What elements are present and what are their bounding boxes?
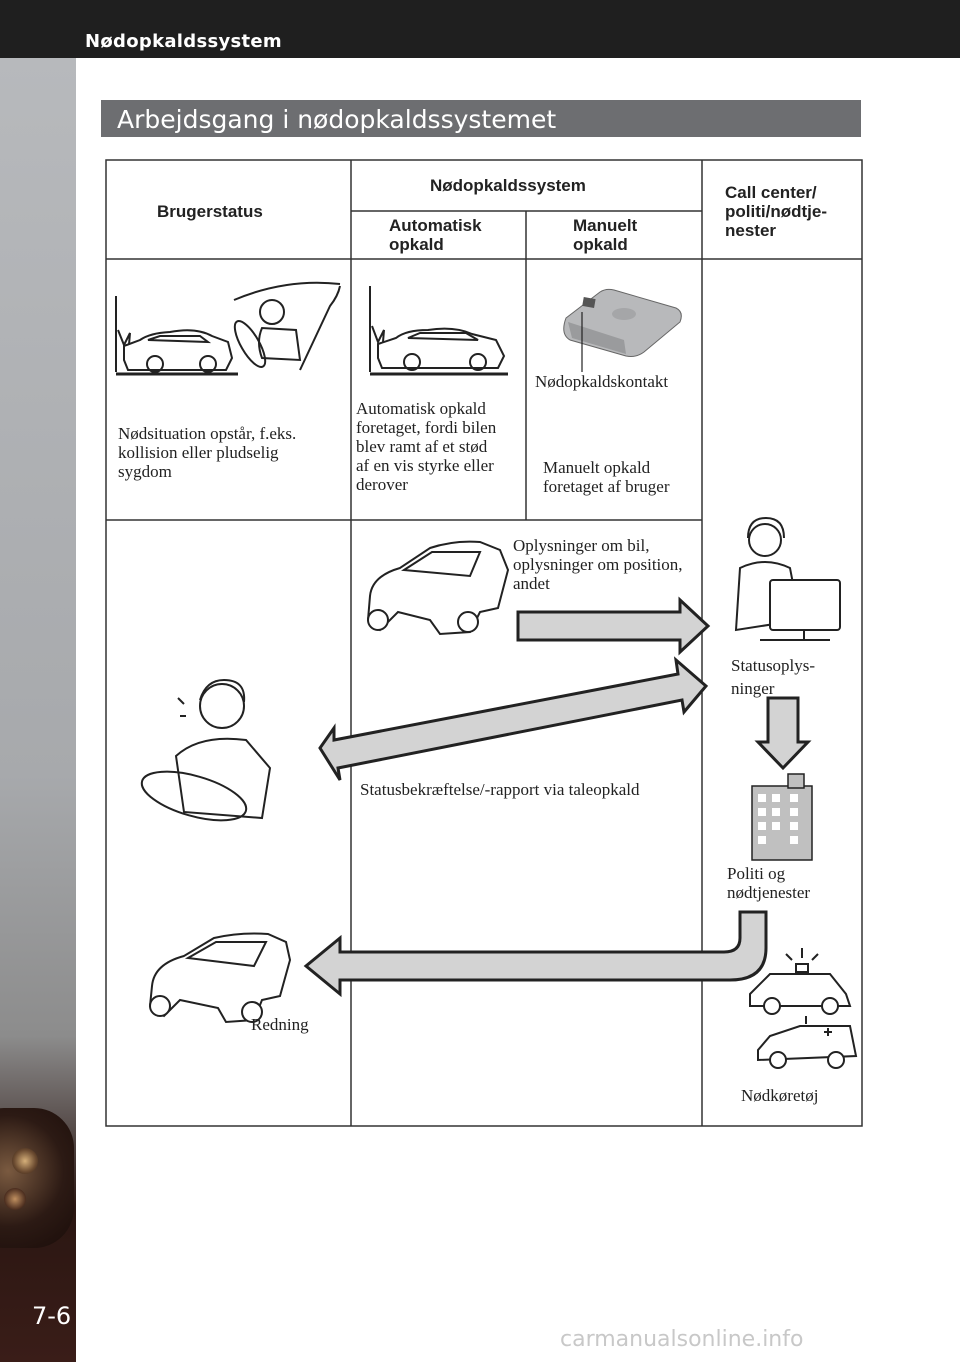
manual-call-line2: foretaget af bruger bbox=[543, 477, 670, 496]
voice-call-double-arrow-icon bbox=[320, 660, 706, 780]
col-manual-call-header bbox=[573, 216, 637, 254]
status-info-line1: Statusoplys- bbox=[731, 656, 816, 675]
police-building-icon bbox=[752, 774, 812, 860]
col-manual-call-line1: Manuelt bbox=[573, 216, 638, 235]
emergency-vehicles-text: Nødkøretøj bbox=[741, 1086, 819, 1105]
section-title: Arbejdsgang i nødopkaldssystemet bbox=[117, 105, 557, 134]
vehicle-info-line2: oplysninger om position, bbox=[513, 555, 683, 574]
col-call-center-line1: Call center/ bbox=[725, 183, 817, 202]
auto-call-line1: Automatisk opkald bbox=[356, 399, 486, 418]
vehicle-info-line1: Oplysninger om bil, bbox=[513, 536, 650, 555]
vehicle-info-text bbox=[513, 536, 683, 593]
rescue-return-arrow-icon bbox=[306, 912, 766, 994]
crash-car-icon bbox=[116, 296, 238, 374]
vehicle-info-car-icon bbox=[368, 542, 508, 634]
auto-call-line2: foretaget, fordi bilen bbox=[356, 418, 497, 437]
col-manual-call-line2: opkald bbox=[573, 235, 628, 254]
chapter-title: Nødopkaldssystem bbox=[85, 31, 282, 52]
auto-call-line5: derover bbox=[356, 475, 408, 494]
col-system-header: Nødopkaldssystem bbox=[430, 176, 586, 195]
col-user-status-header: Brugerstatus bbox=[157, 202, 263, 221]
emergency-button-panel-icon bbox=[564, 289, 682, 372]
info-arrow-icon bbox=[518, 600, 708, 652]
voice-call-text: Statusbekræftelse/-rapport via taleopkald bbox=[360, 780, 640, 799]
rescue-text: Redning bbox=[251, 1015, 309, 1034]
worried-driver-icon bbox=[137, 680, 270, 830]
emergency-button-label: Nødopkaldskontakt bbox=[535, 372, 669, 391]
page-number: 7-6 bbox=[32, 1302, 72, 1330]
auto-call-line3: blev ramt af et stød bbox=[356, 437, 488, 456]
col-auto-call-header bbox=[389, 216, 482, 254]
police-services-text bbox=[727, 864, 810, 902]
police-services-line1: Politi og bbox=[727, 864, 786, 883]
auto-call-text bbox=[356, 399, 496, 494]
ambulance-icon bbox=[758, 1016, 856, 1068]
status-info-text bbox=[731, 654, 815, 700]
rescue-car-icon bbox=[150, 934, 290, 1023]
emergency-occurs-line2: kollision eller pludselig bbox=[118, 443, 279, 462]
driver-injured-icon bbox=[229, 283, 340, 371]
emergency-occurs-line3: sygdom bbox=[118, 462, 172, 481]
call-center-operator-icon bbox=[736, 518, 840, 640]
emergency-occurs-line1: Nødsituation opstår, f.eks. bbox=[118, 424, 297, 443]
emergency-occurs-text bbox=[118, 424, 296, 481]
manual-call-line1: Manuelt opkald bbox=[543, 458, 651, 477]
col-call-center-header bbox=[725, 183, 827, 240]
status-down-arrow-icon bbox=[758, 698, 808, 768]
auto-call-car-icon bbox=[370, 286, 508, 374]
col-call-center-line3: nester bbox=[725, 221, 777, 240]
police-services-line2: nødtjenester bbox=[727, 883, 811, 902]
col-auto-call-line2: opkald bbox=[389, 235, 444, 254]
watermark: carmanualsonline.info bbox=[560, 1327, 804, 1352]
status-info-line2: ninger bbox=[731, 679, 775, 698]
auto-call-line4: af en vis styrke eller bbox=[356, 456, 494, 475]
manual-call-text bbox=[543, 458, 669, 496]
vehicle-info-line3: andet bbox=[513, 574, 550, 593]
col-call-center-line2: politi/nødtje- bbox=[725, 202, 827, 221]
col-auto-call-line1: Automatisk bbox=[389, 216, 482, 235]
